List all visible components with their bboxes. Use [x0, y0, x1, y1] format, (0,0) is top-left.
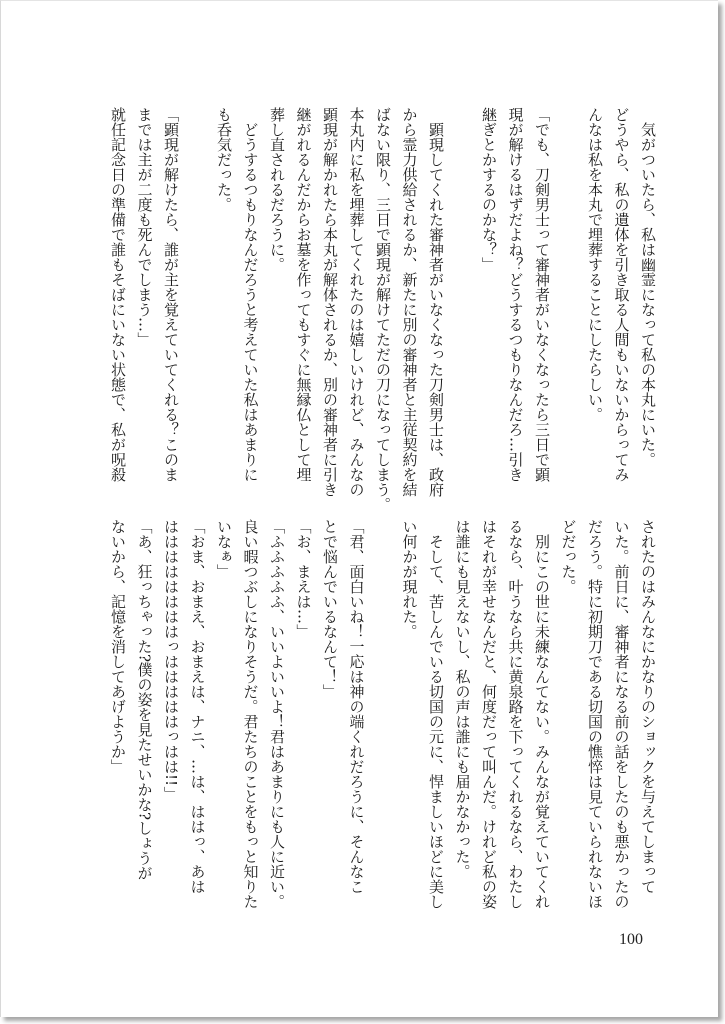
text-column: 葬し直されるだろうに。: [268, 107, 286, 272]
lower-text-block: [105, 519, 662, 913]
text-column: ないから、記憶を消してあげようか」: [109, 519, 127, 774]
text-column: [370, 519, 397, 913]
text-column: 現が解けるはずだよね？どうするつもりなんだろ…引き: [506, 107, 525, 482]
text-column: いた。前日に、審神者になる前の話をしたのも悪かったの: [612, 519, 631, 909]
text-column: も呑気だった。: [215, 107, 233, 212]
text-column: ははははははははっはははははっはは!!」: [162, 519, 180, 802]
text-column: んなは私を本丸で埋葬することにしたらしい。: [586, 107, 604, 422]
text-column: 別にこの世に未練なんてない。みんなが覚えていてくれ: [533, 519, 551, 909]
text-column: 就任記念日の準備で誰もそばにいない状態で、私が呪殺: [109, 107, 127, 482]
text-column: 顕現してくれた審神者がいなくなった刀剣男士は、政府: [427, 107, 445, 497]
text-column: 「ふふふふふ、いいよいいよ！君はあまりにも人に近い。: [268, 519, 286, 909]
text-column: そして、苦しんでいる切国の元に、悍ましいほどに美し: [427, 519, 445, 909]
text-column: は誰にも見えないし、私の声は誰にも届かなかった。: [453, 519, 472, 879]
text-column: 継ぎとかするのかな？」: [480, 107, 498, 272]
text-column: から霊力供給されるか、新たに別の審神者と主従契約を結: [400, 107, 419, 497]
text-column: どうやら、私の遺体を引き取る人間もいないからってみ: [612, 107, 631, 482]
text-column: 気がついたら、私は幽霊になって私の本丸にいた。: [639, 107, 657, 467]
text-column: 本丸内に私を埋葬してくれたのは嬉しいけれど、みんなの: [347, 107, 366, 497]
text-column: 「君、面白いね！一応は神の端くれだろうに、そんなこ: [347, 519, 366, 894]
text-column: 「でも、刀剣男士って審神者がいなくなったら三日で顕: [533, 107, 551, 482]
text-column: 顕現が解かれたら本丸が解体されるか、別の審神者に引き: [321, 107, 339, 497]
text-column: [184, 107, 211, 501]
text-column: るなら、叶うなら共に黄泉路を下ってくれるなら、わたし: [506, 519, 525, 909]
text-column: されたのはみんなにかなりのショックを与えてしまって: [639, 519, 657, 894]
text-column: 継がれるんだからお墓を作ってもすぐに無縁仏として埋: [294, 107, 313, 482]
text-column: どうするつもりなんだろうと考えていた私はあまりに: [241, 107, 260, 482]
text-column: はそれが幸せなんだと、何度だって叫んだ。けれど私の姿: [480, 519, 498, 909]
text-column: までは主が二度も死んでしまう…」: [135, 107, 154, 347]
text-column: だろう。特に初期刀である切国の憔悴は見ていられないほ: [586, 519, 604, 909]
text-column: [555, 107, 582, 501]
upper-text-block: [105, 107, 662, 512]
text-column: 「顕現が解けたら、誰が主を覚えていてくれる？このま: [162, 107, 180, 482]
text-column: い何かが現れた。: [400, 519, 419, 639]
text-column: 良い暇つぶしになりそうだ。君たちのことをもっと知りた: [241, 519, 260, 909]
text-column: [449, 107, 476, 501]
text-column: 「あ、狂っちゃった?僕の姿を見たせいかな?しょうが: [135, 519, 154, 881]
text-column: ばない限り、三日で顕現が解けてただの刀になってしまう。: [374, 107, 392, 512]
text-column: 「おま、おまえ、おまえは、ナニ、…は、ははっ、あは: [188, 519, 207, 894]
text-column: いなぁ」: [215, 519, 233, 579]
text-column: とで悩んでいるなんて！」: [321, 519, 339, 699]
page-number: 100: [619, 931, 643, 948]
text-column: どだった。: [559, 519, 578, 594]
text-column: 「お、まえは…」: [294, 519, 313, 639]
